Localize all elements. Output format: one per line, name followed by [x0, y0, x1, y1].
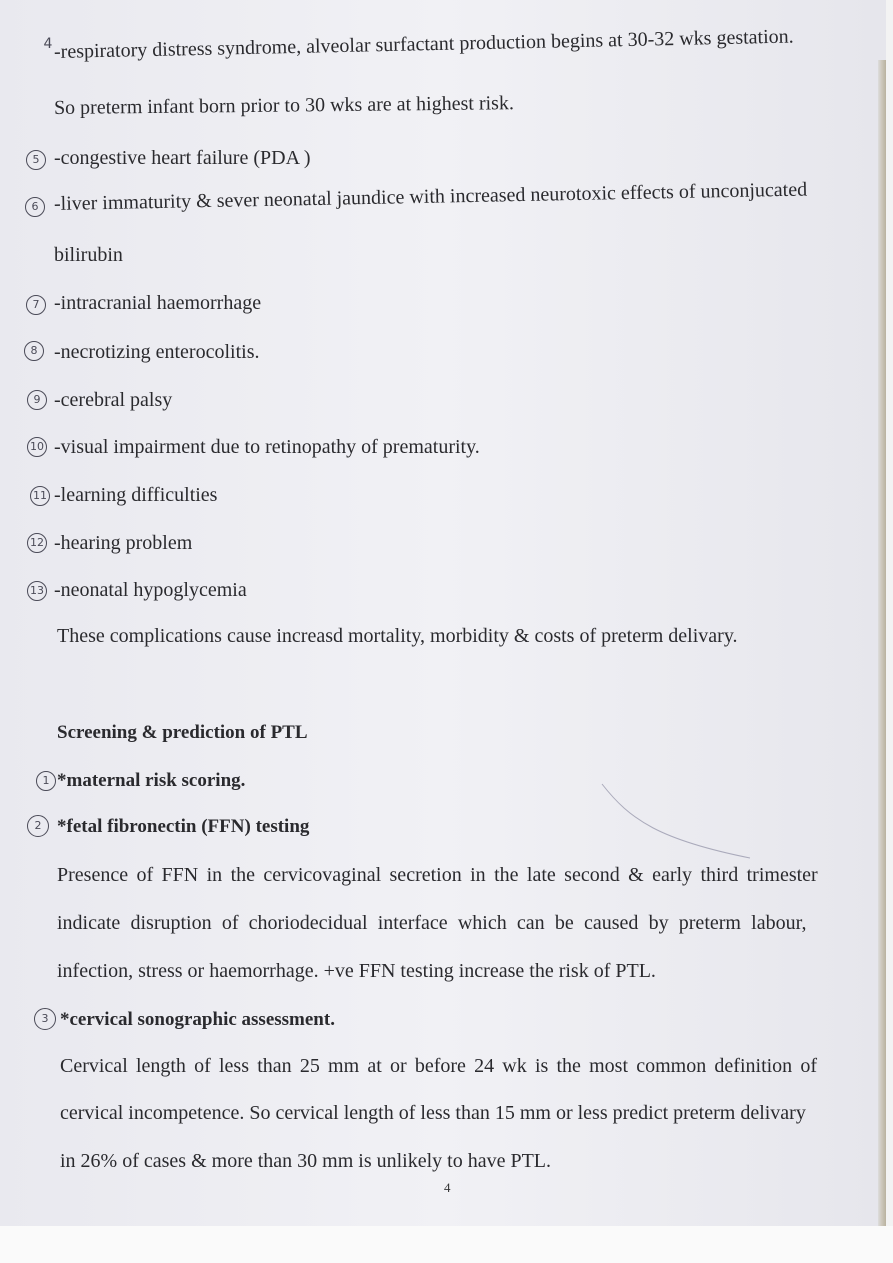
ffn-line-text: Presence of FFN in the cervicovaginal secretion in the late second & early third trimester — [57, 864, 818, 886]
screening-method: *fetal fibronectin (FFN) testing — [57, 816, 310, 837]
circled-number-11: 11 — [30, 486, 50, 506]
complication-item: -neonatal hypoglycemia — [54, 579, 247, 601]
circled-number-10: 10 — [27, 437, 47, 457]
text-line: So preterm infant born prior to 30 wks are at highest risk. — [53, 92, 514, 119]
complication-item: -learning difficulties — [54, 484, 218, 506]
complication-item: -congestive heart failure (PDA ) — [54, 147, 311, 169]
cervical-paragraph-line: cervical incompetence. So cervical length of less than 15 mm or less predict preterm delivary — [60, 1102, 806, 1124]
circled-number-13: 13 — [27, 581, 47, 601]
page-number: 4 — [444, 1180, 451, 1195]
ffn-paragraph-line: infection, stress or haemorrhage. +ve FFN testing increase the risk of PTL. — [57, 960, 656, 982]
cervical-paragraph-line: Cervical length of less than 25 mm at or before 24 wk is the most common definition of — [60, 1055, 818, 1077]
background-margin — [0, 1226, 893, 1263]
circled-number-1: 1 — [36, 771, 56, 791]
summary-text: These complications cause increasd mortality, morbidity & costs of preterm delivary. — [57, 625, 738, 647]
circled-number-6: 6 — [25, 197, 45, 217]
ffn-paragraph-line — [57, 863, 846, 887]
circled-number-9: 9 — [27, 390, 47, 410]
complication-item: -necrotizing enterocolitis. — [54, 341, 260, 363]
circled-number-2: 2 — [27, 815, 49, 837]
complication-item: bilirubin — [54, 244, 123, 266]
pen-stroke — [600, 780, 760, 870]
text-line: -respiratory distress syndrome, alveolar surfactant production begins at 30-32 wks gestation. — [53, 25, 794, 63]
circled-number-3: 3 — [34, 1008, 56, 1030]
screening-method: *maternal risk scoring. — [57, 770, 246, 791]
complication-item: -intracranial haemorrhage — [54, 292, 262, 314]
screening-method: *cervical sonographic assessment. — [60, 1009, 335, 1030]
complication-item: -liver immaturity & sever neonatal jaundice with increased neurotoxic effects of unconjucated — [53, 178, 808, 215]
ffn-paragraph-line: indicate disruption of choriodecidual interface which can be caused by preterm labour, — [57, 912, 807, 934]
circled-number-8: 8 — [24, 341, 44, 361]
circled-number-5: 5 — [26, 150, 46, 170]
complication-item: -hearing problem — [54, 532, 193, 554]
cervical-paragraph-line: in 26% of cases & more than 30 mm is unlikely to have PTL. — [60, 1150, 552, 1172]
page-edge — [878, 60, 886, 1226]
section-heading: Screening & prediction of PTL — [57, 722, 308, 743]
circled-number-7: 7 — [26, 295, 46, 315]
circled-number-12: 12 — [27, 533, 47, 553]
complication-item: -cerebral palsy — [54, 389, 173, 411]
complication-item: -visual impairment due to retinopathy of prematurity. — [54, 436, 480, 458]
handwritten-number-4: 4 — [43, 36, 53, 52]
